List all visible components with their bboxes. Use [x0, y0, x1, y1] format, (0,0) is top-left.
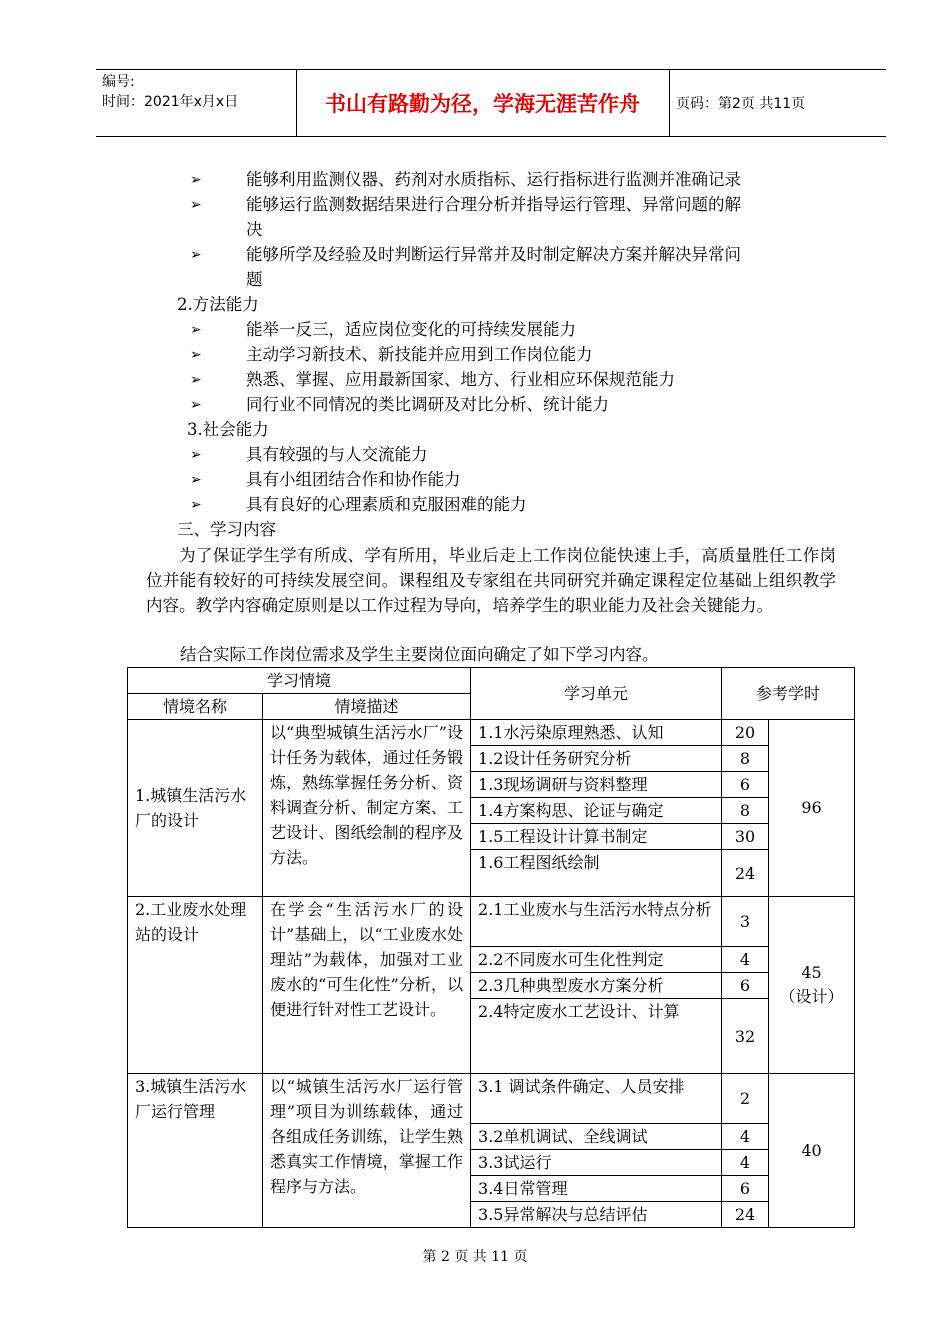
page-footer: 第 2 页 共 11 页: [422, 1249, 528, 1265]
header-unit: 学习单元: [471, 668, 722, 720]
unit-hours: 24: [722, 1202, 769, 1228]
bullet-icon: ➢: [190, 197, 202, 213]
situation-name: 1.城镇生活污水厂的设计: [128, 720, 263, 897]
table-row: [128, 897, 855, 947]
situation-description: 以“典型城镇生活污水厂”设计任务为载体，通过任务锻炼，熟练掌握任务分析、资料调查分析、制定方案、工艺设计、图纸绘制的程序及方法。: [263, 720, 471, 897]
header-divider: [669, 70, 670, 136]
unit-name: 2.4特定废水工艺设计、计算: [471, 999, 722, 1074]
situation-name: 3.城镇生活污水厂运行管理: [128, 1074, 263, 1228]
bullet-icon: ➢: [190, 472, 202, 488]
bullet-icon: ➢: [190, 347, 202, 363]
situation-description: 在学会“生活污水厂的设计”基础上，以“工业废水处理站”为载体，加强对工业废水的“可生化性”分析，以便进行针对性工艺设计。: [263, 897, 471, 1074]
table-row: [128, 1074, 855, 1124]
unit-name: 3.3试运行: [471, 1150, 722, 1176]
bullet-icon: ➢: [190, 397, 202, 413]
body-paragraph: 为了保证学生学有所成、学有所用，毕业后走上工作岗位能快速上手，高质量胜任工作岗位并能有较好的可持续发展空间。课程组及专家组在共同研究并确定课程定位基础上组织教学内容。教学内容确定原则是以工作过程为导向，培养学生的职业能力及社会关键能力。: [146, 546, 836, 615]
page-header: [96, 69, 886, 137]
bullet-icon: ➢: [190, 247, 202, 263]
list-item: 能够所学及经验及时判断运行异常并及时制定解决方案并解决异常问: [246, 245, 741, 264]
situation-total-hours: [769, 897, 855, 1074]
unit-name: 1.2设计任务研究分析: [471, 746, 722, 772]
table-intro: 结合实际工作岗位需求及学生主要岗位面向确定了如下学习内容。: [180, 645, 659, 664]
list-item: 能够运行监测数据结果进行合理分析并指导运行管理、异常问题的解: [246, 195, 741, 214]
unit-name: 3.5异常解决与总结评估: [471, 1202, 722, 1228]
header-page-number: 页码：第2页 共11页: [676, 96, 806, 112]
header-situation-desc: 情境描述: [263, 694, 471, 720]
document-time-label: 时间：2021年x月x日: [102, 94, 239, 110]
unit-name: 2.2不同废水可生化性判定: [471, 947, 722, 973]
unit-name: 1.6工程图纸绘制: [471, 850, 722, 897]
list-item: 具有良好的心理素质和克服困难的能力: [246, 495, 527, 514]
unit-hours: 8: [722, 798, 769, 824]
list-item: 具有较强的与人交流能力: [246, 445, 428, 464]
section-subtitle: 3.社会能力: [187, 420, 269, 439]
list-item: 能举一反三，适应岗位变化的可持续发展能力: [246, 320, 576, 339]
unit-hours: 4: [722, 947, 769, 973]
bullet-icon: ➢: [190, 447, 202, 463]
list-item: 熟悉、掌握、应用最新国家、地方、行业相应环保规范能力: [246, 370, 675, 389]
list-item-continuation: 题: [246, 270, 263, 289]
unit-name: 1.3现场调研与资料整理: [471, 772, 722, 798]
unit-hours: 6: [722, 973, 769, 999]
study-plan-table: [127, 667, 855, 1228]
situation-total-hours: 40: [769, 1074, 855, 1228]
unit-name: 1.5工程设计计算书制定: [471, 824, 722, 850]
list-item: 主动学习新技术、新技能并应用到工作岗位能力: [246, 345, 593, 364]
situation-description: 以“城镇生活污水厂运行管理”项目为训练载体，通过各组成任务训练，让学生熟悉真实工作情境，掌握工作程序与方法。: [263, 1074, 471, 1228]
unit-name: 3.4日常管理: [471, 1176, 722, 1202]
unit-hours: 32: [722, 999, 769, 1074]
list-item: 具有小组团结合作和协作能力: [246, 470, 461, 489]
unit-hours: 4: [722, 1150, 769, 1176]
table-row: [128, 720, 855, 746]
list-item-continuation: 决: [246, 220, 263, 239]
unit-hours: 2: [722, 1074, 769, 1124]
section-subtitle: 2.方法能力: [177, 295, 259, 314]
header-meta: [102, 72, 238, 112]
situation-total-hours: 96: [769, 720, 855, 897]
unit-name: 2.1工业废水与生活污水特点分析: [471, 897, 722, 947]
unit-hours: 24: [722, 850, 769, 897]
unit-name: 1.4方案构思、论证与确定: [471, 798, 722, 824]
header-hours: 参考学时: [722, 668, 855, 720]
unit-name: 2.3几种典型废水方案分析: [471, 973, 722, 999]
unit-hours: 6: [722, 772, 769, 798]
header-situation: 学习情境: [128, 668, 471, 694]
header-situation-name: 情境名称: [128, 694, 263, 720]
unit-hours: 30: [722, 824, 769, 850]
unit-name: 1.1水污染原理熟悉、认知: [471, 720, 722, 746]
section-title: 三、学习内容: [177, 520, 276, 539]
total-hours-note: （设计）: [779, 987, 844, 1006]
list-item: 同行业不同情况的类比调研及对比分析、统计能力: [246, 395, 609, 414]
bullet-icon: ➢: [190, 497, 202, 513]
document-number-label: 编号:: [102, 74, 135, 90]
list-item: 能够利用监测仪器、药剂对水质指标、运行指标进行监测并准确记录: [246, 170, 741, 189]
bullet-icon: ➢: [190, 372, 202, 388]
total-hours-value: 45: [801, 963, 822, 982]
situation-name: 2.工业废水处理站的设计: [128, 897, 263, 1074]
bullet-icon: ➢: [190, 172, 202, 188]
header-motto: 书山有路勤为径，学海无涯苦作舟: [325, 92, 640, 116]
unit-hours: 4: [722, 1124, 769, 1150]
unit-name: 3.1 调试条件确定、人员安排: [471, 1074, 722, 1124]
unit-hours: 20: [722, 720, 769, 746]
bullet-icon: ➢: [190, 322, 202, 338]
unit-hours: 6: [722, 1176, 769, 1202]
unit-hours: 3: [722, 897, 769, 947]
unit-name: 3.2单机调试、全线调试: [471, 1124, 722, 1150]
unit-hours: 8: [722, 746, 769, 772]
